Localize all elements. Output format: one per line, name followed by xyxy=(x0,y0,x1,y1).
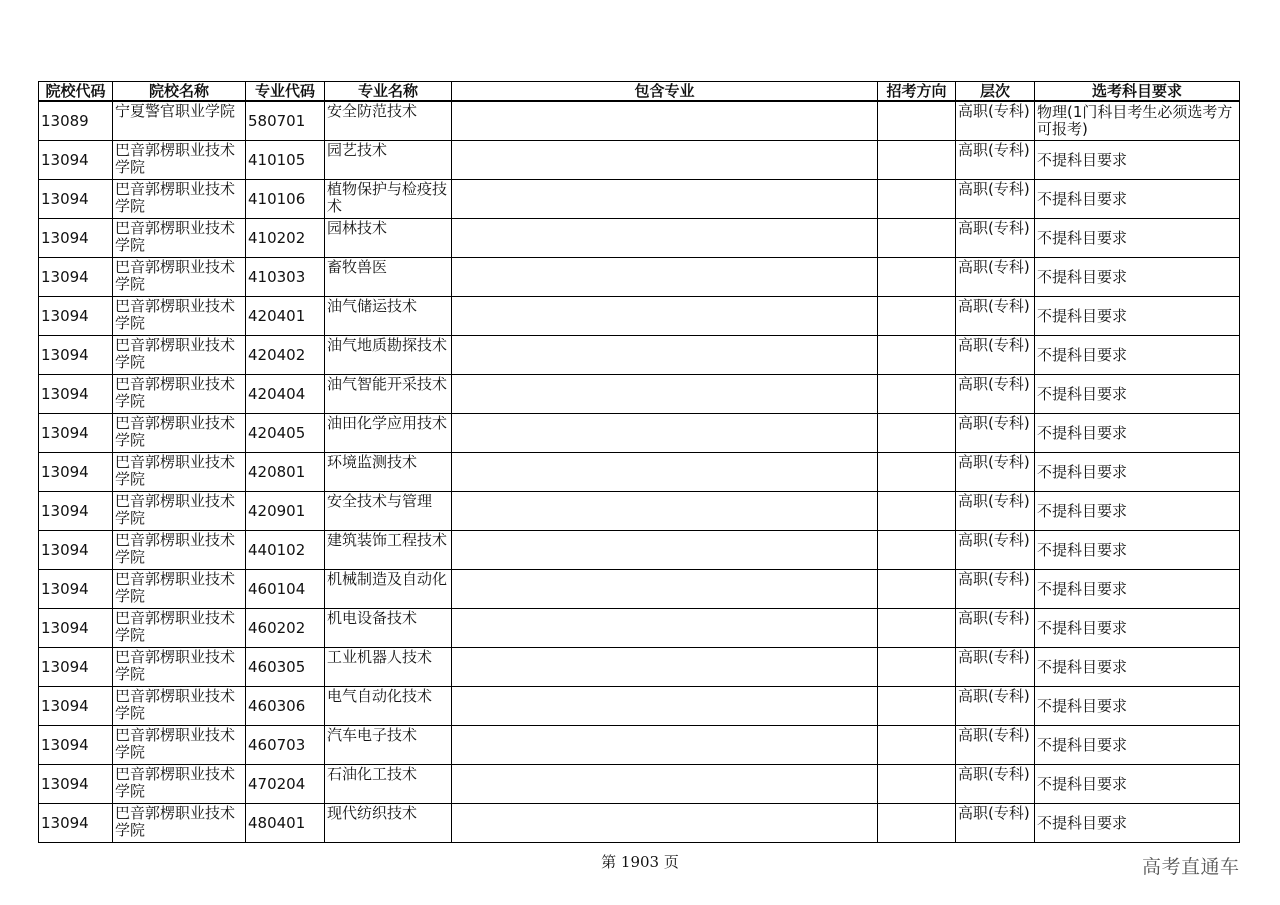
cell-subject-requirement: 不提科目要求 xyxy=(1035,414,1240,453)
cell-direction xyxy=(878,219,956,258)
cell-subject-requirement: 不提科目要求 xyxy=(1035,297,1240,336)
cell-school-code: 13094 xyxy=(39,219,113,258)
table-row xyxy=(39,804,1240,843)
cell-subject-requirement: 不提科目要求 xyxy=(1035,336,1240,375)
cell-direction xyxy=(878,570,956,609)
cell-major-name: 汽车电子技术 xyxy=(325,726,452,765)
cell-major-code: 420801 xyxy=(246,453,325,492)
cell-school-code: 13094 xyxy=(39,336,113,375)
header-level: 层次 xyxy=(956,82,1035,102)
cell-major-code: 440102 xyxy=(246,531,325,570)
cell-level: 高职(专科) xyxy=(956,375,1035,414)
cell-school-name: 巴音郭楞职业技术学院 xyxy=(113,804,246,843)
header-major-code: 专业代码 xyxy=(246,82,325,102)
cell-direction xyxy=(878,414,956,453)
cell-major-name: 现代纺织技术 xyxy=(325,804,452,843)
cell-major-name: 油气地质勘探技术 xyxy=(325,336,452,375)
cell-school-code: 13094 xyxy=(39,375,113,414)
cell-included-majors xyxy=(452,492,878,531)
cell-school-name: 巴音郭楞职业技术学院 xyxy=(113,180,246,219)
cell-school-name: 巴音郭楞职业技术学院 xyxy=(113,531,246,570)
cell-level: 高职(专科) xyxy=(956,414,1035,453)
header-subject-requirement: 选考科目要求 xyxy=(1035,82,1240,102)
cell-major-code: 460305 xyxy=(246,648,325,687)
cell-major-name: 工业机器人技术 xyxy=(325,648,452,687)
cell-school-name: 巴音郭楞职业技术学院 xyxy=(113,687,246,726)
cell-major-code: 420404 xyxy=(246,375,325,414)
cell-major-code: 470204 xyxy=(246,765,325,804)
cell-included-majors xyxy=(452,101,878,141)
cell-subject-requirement: 不提科目要求 xyxy=(1035,765,1240,804)
cell-level: 高职(专科) xyxy=(956,101,1035,141)
cell-level: 高职(专科) xyxy=(956,648,1035,687)
cell-direction xyxy=(878,453,956,492)
cell-included-majors xyxy=(452,453,878,492)
cell-subject-requirement: 不提科目要求 xyxy=(1035,609,1240,648)
cell-school-code: 13089 xyxy=(39,101,113,141)
cell-subject-requirement: 物理(1门科目考生必须选考方可报考) xyxy=(1035,101,1240,141)
cell-level: 高职(专科) xyxy=(956,141,1035,180)
cell-included-majors xyxy=(452,141,878,180)
cell-major-code: 420401 xyxy=(246,297,325,336)
cell-school-name: 巴音郭楞职业技术学院 xyxy=(113,375,246,414)
cell-school-name: 巴音郭楞职业技术学院 xyxy=(113,258,246,297)
enrollment-table xyxy=(38,81,1240,843)
cell-direction xyxy=(878,531,956,570)
cell-major-name: 油气智能开采技术 xyxy=(325,375,452,414)
cell-school-code: 13094 xyxy=(39,141,113,180)
table-body xyxy=(39,101,1240,843)
cell-level: 高职(专科) xyxy=(956,726,1035,765)
cell-direction xyxy=(878,726,956,765)
cell-school-code: 13094 xyxy=(39,414,113,453)
cell-direction xyxy=(878,687,956,726)
header-direction: 招考方向 xyxy=(878,82,956,102)
cell-major-name: 环境监测技术 xyxy=(325,453,452,492)
cell-school-code: 13094 xyxy=(39,297,113,336)
cell-school-name: 巴音郭楞职业技术学院 xyxy=(113,141,246,180)
cell-subject-requirement: 不提科目要求 xyxy=(1035,180,1240,219)
cell-direction xyxy=(878,336,956,375)
table-row xyxy=(39,453,1240,492)
cell-school-code: 13094 xyxy=(39,687,113,726)
cell-major-code: 420402 xyxy=(246,336,325,375)
cell-subject-requirement: 不提科目要求 xyxy=(1035,531,1240,570)
cell-school-name: 巴音郭楞职业技术学院 xyxy=(113,648,246,687)
cell-level: 高职(专科) xyxy=(956,804,1035,843)
cell-subject-requirement: 不提科目要求 xyxy=(1035,492,1240,531)
cell-school-name: 巴音郭楞职业技术学院 xyxy=(113,570,246,609)
cell-direction xyxy=(878,492,956,531)
cell-school-name: 巴音郭楞职业技术学院 xyxy=(113,492,246,531)
cell-direction xyxy=(878,765,956,804)
cell-school-code: 13094 xyxy=(39,531,113,570)
table-row xyxy=(39,101,1240,141)
cell-level: 高职(专科) xyxy=(956,336,1035,375)
cell-school-code: 13094 xyxy=(39,258,113,297)
cell-direction xyxy=(878,609,956,648)
cell-major-name: 油气储运技术 xyxy=(325,297,452,336)
header-major-name: 专业名称 xyxy=(325,82,452,102)
watermark-logo-text: 高考直通车 xyxy=(1142,856,1240,878)
table-row xyxy=(39,258,1240,297)
cell-major-code: 480401 xyxy=(246,804,325,843)
cell-school-name: 巴音郭楞职业技术学院 xyxy=(113,609,246,648)
cell-level: 高职(专科) xyxy=(956,180,1035,219)
cell-school-code: 13094 xyxy=(39,180,113,219)
cell-level: 高职(专科) xyxy=(956,297,1035,336)
page-number: 第 1903 页 xyxy=(601,853,679,871)
table-row xyxy=(39,531,1240,570)
table-row xyxy=(39,609,1240,648)
cell-school-code: 13094 xyxy=(39,804,113,843)
cell-included-majors xyxy=(452,258,878,297)
table-row xyxy=(39,687,1240,726)
cell-level: 高职(专科) xyxy=(956,765,1035,804)
cell-school-name: 巴音郭楞职业技术学院 xyxy=(113,414,246,453)
cell-major-name: 安全防范技术 xyxy=(325,101,452,141)
cell-major-name: 园艺技术 xyxy=(325,141,452,180)
cell-school-code: 13094 xyxy=(39,570,113,609)
cell-level: 高职(专科) xyxy=(956,492,1035,531)
cell-included-majors xyxy=(452,297,878,336)
cell-major-code: 580701 xyxy=(246,101,325,141)
cell-direction xyxy=(878,258,956,297)
cell-included-majors xyxy=(452,765,878,804)
cell-major-code: 420901 xyxy=(246,492,325,531)
cell-subject-requirement: 不提科目要求 xyxy=(1035,804,1240,843)
cell-major-name: 建筑装饰工程技术 xyxy=(325,531,452,570)
cell-subject-requirement: 不提科目要求 xyxy=(1035,726,1240,765)
cell-subject-requirement: 不提科目要求 xyxy=(1035,453,1240,492)
cell-direction xyxy=(878,101,956,141)
cell-major-code: 460104 xyxy=(246,570,325,609)
table-row xyxy=(39,375,1240,414)
cell-included-majors xyxy=(452,219,878,258)
cell-major-name: 机械制造及自动化 xyxy=(325,570,452,609)
header-included-majors: 包含专业 xyxy=(452,82,878,102)
cell-major-name: 电气自动化技术 xyxy=(325,687,452,726)
cell-major-code: 410106 xyxy=(246,180,325,219)
cell-level: 高职(专科) xyxy=(956,570,1035,609)
cell-included-majors xyxy=(452,531,878,570)
cell-included-majors xyxy=(452,180,878,219)
table-row xyxy=(39,336,1240,375)
cell-school-name: 巴音郭楞职业技术学院 xyxy=(113,336,246,375)
cell-subject-requirement: 不提科目要求 xyxy=(1035,570,1240,609)
cell-subject-requirement: 不提科目要求 xyxy=(1035,687,1240,726)
cell-major-name: 植物保护与检疫技术 xyxy=(325,180,452,219)
cell-level: 高职(专科) xyxy=(956,258,1035,297)
cell-major-name: 石油化工技术 xyxy=(325,765,452,804)
cell-subject-requirement: 不提科目要求 xyxy=(1035,141,1240,180)
cell-included-majors xyxy=(452,609,878,648)
table-row xyxy=(39,141,1240,180)
cell-level: 高职(专科) xyxy=(956,219,1035,258)
cell-school-code: 13094 xyxy=(39,648,113,687)
cell-included-majors xyxy=(452,687,878,726)
cell-school-name: 巴音郭楞职业技术学院 xyxy=(113,765,246,804)
table-row xyxy=(39,570,1240,609)
cell-major-code: 410202 xyxy=(246,219,325,258)
cell-included-majors xyxy=(452,726,878,765)
cell-major-code: 460202 xyxy=(246,609,325,648)
cell-level: 高职(专科) xyxy=(956,687,1035,726)
cell-subject-requirement: 不提科目要求 xyxy=(1035,375,1240,414)
header-school-code: 院校代码 xyxy=(39,82,113,102)
cell-major-code: 460306 xyxy=(246,687,325,726)
cell-included-majors xyxy=(452,648,878,687)
table-row xyxy=(39,180,1240,219)
cell-level: 高职(专科) xyxy=(956,531,1035,570)
cell-major-name: 油田化学应用技术 xyxy=(325,414,452,453)
cell-direction xyxy=(878,804,956,843)
cell-school-name: 巴音郭楞职业技术学院 xyxy=(113,219,246,258)
cell-level: 高职(专科) xyxy=(956,453,1035,492)
cell-included-majors xyxy=(452,375,878,414)
cell-included-majors xyxy=(452,570,878,609)
cell-school-name: 巴音郭楞职业技术学院 xyxy=(113,726,246,765)
cell-school-code: 13094 xyxy=(39,765,113,804)
cell-major-name: 畜牧兽医 xyxy=(325,258,452,297)
cell-major-name: 园林技术 xyxy=(325,219,452,258)
cell-school-name: 宁夏警官职业学院 xyxy=(113,101,246,141)
cell-major-code: 460703 xyxy=(246,726,325,765)
table-row xyxy=(39,765,1240,804)
cell-school-code: 13094 xyxy=(39,492,113,531)
cell-subject-requirement: 不提科目要求 xyxy=(1035,258,1240,297)
cell-school-name: 巴音郭楞职业技术学院 xyxy=(113,453,246,492)
cell-school-name: 巴音郭楞职业技术学院 xyxy=(113,297,246,336)
cell-subject-requirement: 不提科目要求 xyxy=(1035,648,1240,687)
cell-direction xyxy=(878,297,956,336)
cell-direction xyxy=(878,141,956,180)
cell-level: 高职(专科) xyxy=(956,609,1035,648)
cell-school-code: 13094 xyxy=(39,453,113,492)
cell-major-name: 机电设备技术 xyxy=(325,609,452,648)
cell-included-majors xyxy=(452,336,878,375)
table-row xyxy=(39,648,1240,687)
table-row xyxy=(39,297,1240,336)
cell-major-code: 420405 xyxy=(246,414,325,453)
header-row xyxy=(39,82,1240,102)
cell-included-majors xyxy=(452,414,878,453)
table-row xyxy=(39,726,1240,765)
cell-direction xyxy=(878,180,956,219)
cell-direction xyxy=(878,375,956,414)
cell-school-code: 13094 xyxy=(39,726,113,765)
table-row xyxy=(39,219,1240,258)
header-school-name: 院校名称 xyxy=(113,82,246,102)
cell-subject-requirement: 不提科目要求 xyxy=(1035,219,1240,258)
cell-direction xyxy=(878,648,956,687)
table-row xyxy=(39,492,1240,531)
cell-major-code: 410303 xyxy=(246,258,325,297)
cell-included-majors xyxy=(452,804,878,843)
cell-major-name: 安全技术与管理 xyxy=(325,492,452,531)
cell-major-code: 410105 xyxy=(246,141,325,180)
table-row xyxy=(39,414,1240,453)
cell-school-code: 13094 xyxy=(39,609,113,648)
